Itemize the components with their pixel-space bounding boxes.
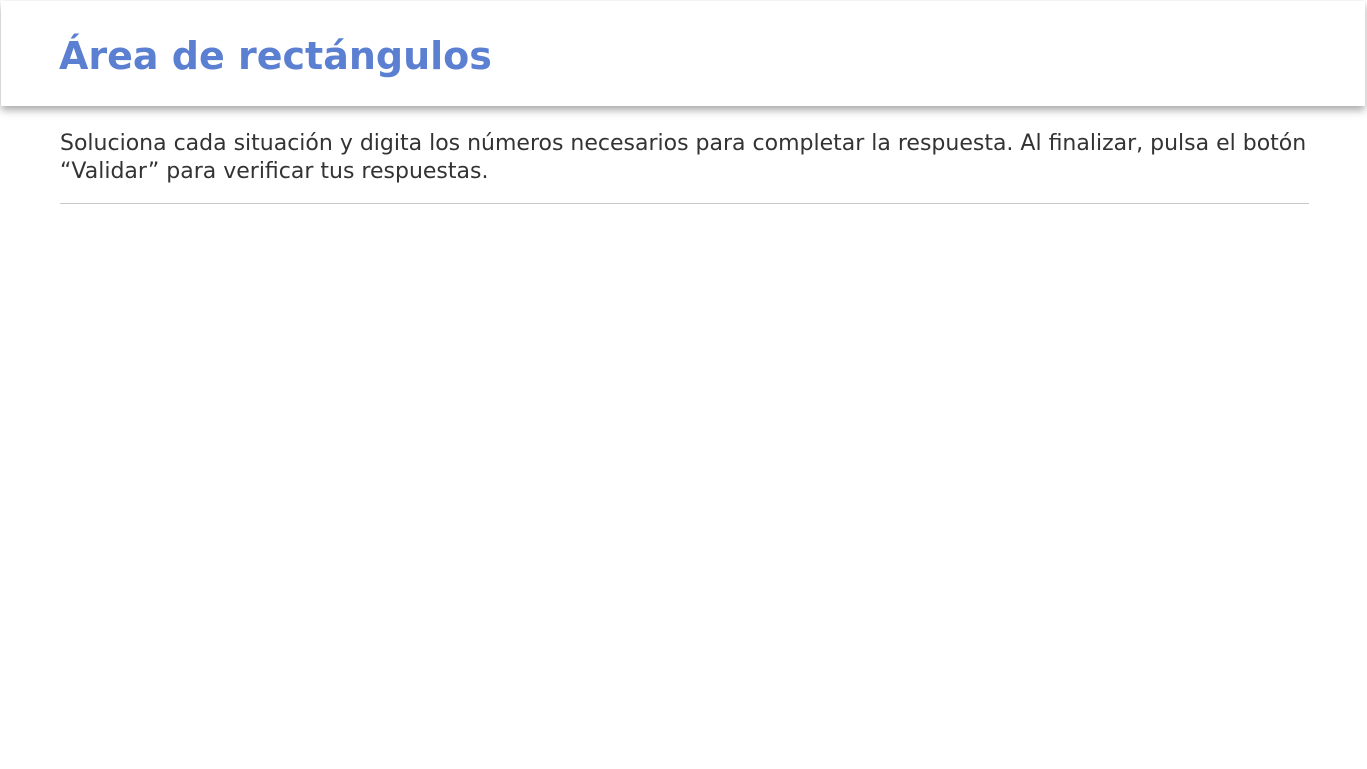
divider: [60, 203, 1309, 204]
page-header: [1, 1, 1365, 106]
page-title: Área de rectángulos: [59, 34, 492, 78]
activity-content-area: [0, 205, 1367, 769]
instructions-text: Soluciona cada situación y digita los números necesarios para completar la respuesta. Al finalizar, pulsa el botón “Validar” para verificar tus respuestas.: [60, 131, 1307, 184]
